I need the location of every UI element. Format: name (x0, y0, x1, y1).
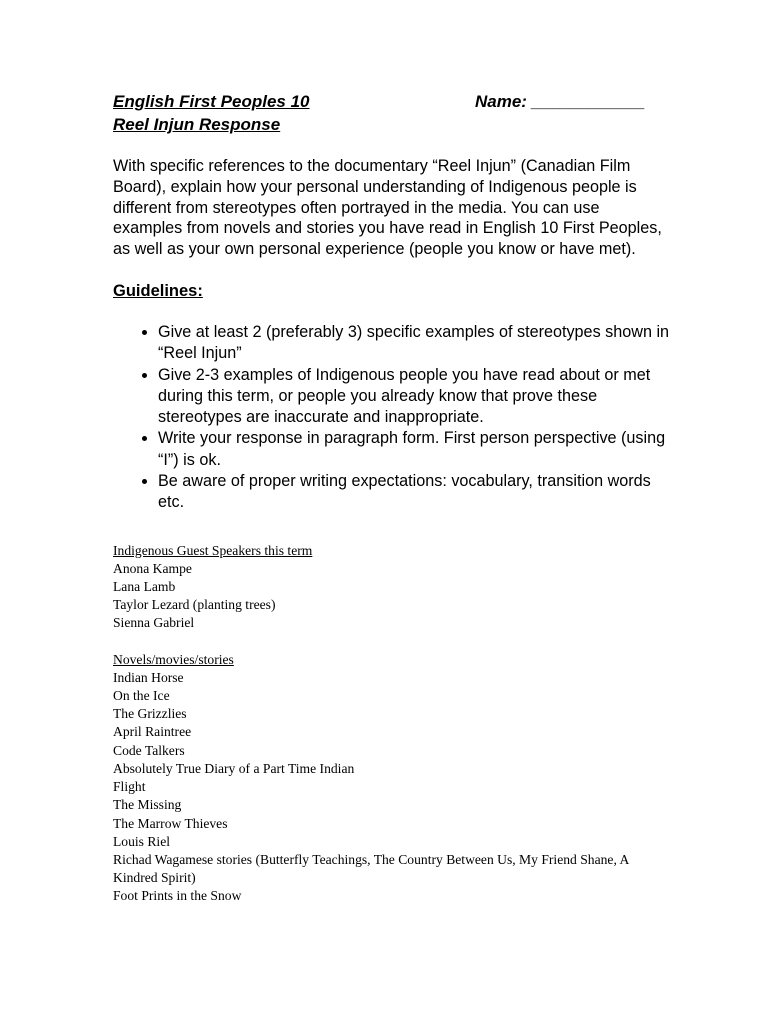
story-item: The Marrow Thieves (113, 815, 228, 831)
assignment-prompt: With specific references to the documentary “Reel Injun” (Canadian Film Board), explain how your personal understanding of Indigenous people is different from stereotypes often portrayed in the media. You can use examples from novels and stories you have read in English 10 First Peoples, as well as your own personal experience (people you know or have met). (113, 157, 662, 259)
speaker-item: Anona Kampe (113, 560, 192, 576)
story-item: Richad Wagamese stories (Butterfly Teachings, The Country Between Us, My Friend Shane, A Kindred Spirit) (113, 851, 629, 886)
story-item: Flight (113, 779, 146, 795)
story-item: Code Talkers (113, 742, 185, 758)
document-page (113, 90, 673, 906)
guidelines-heading: Guidelines: (113, 281, 203, 300)
guideline-item: • Be aware of proper writing expectations: vocabulary, transition words etc. (158, 471, 673, 514)
guideline-item: • Give 2-3 examples of Indigenous people you have read about or met during this term, or people you already know that prove these stereotypes are inaccurate and inappropriate. (158, 365, 673, 429)
guidelines-list (113, 322, 673, 514)
stories-heading: Novels/movies/stories (113, 651, 234, 667)
story-item: Absolutely True Diary of a Part Time Indian (113, 760, 355, 776)
story-item: The Grizzlies (113, 706, 187, 722)
course-title: English First Peoples 10 (113, 92, 310, 111)
speaker-item: Taylor Lezard (planting trees) (113, 597, 276, 613)
header-row (113, 90, 673, 114)
speaker-item: Lana Lamb (113, 579, 176, 595)
section-spacer (113, 633, 673, 651)
assignment-title: Reel Injun Response (113, 115, 281, 134)
guest-speakers-section (113, 542, 673, 906)
story-item: April Raintree (113, 724, 192, 740)
story-item: Foot Prints in the Snow (113, 888, 242, 904)
story-item: Indian Horse (113, 669, 184, 685)
speaker-item: Sienna Gabriel (113, 615, 195, 631)
story-item: On the Ice (113, 688, 170, 704)
story-item: The Missing (113, 797, 182, 813)
guideline-item: • Write your response in paragraph form. First person perspective (using “I”) is ok. (158, 428, 673, 471)
name-field-label: Name: ____________ (475, 92, 646, 111)
guest-speakers-heading: Indigenous Guest Speakers this term (113, 542, 313, 558)
guideline-item: • Give at least 2 (preferably 3) specific examples of stereotypes shown in “Reel Injun” (158, 322, 673, 365)
story-item: Louis Riel (113, 833, 171, 849)
